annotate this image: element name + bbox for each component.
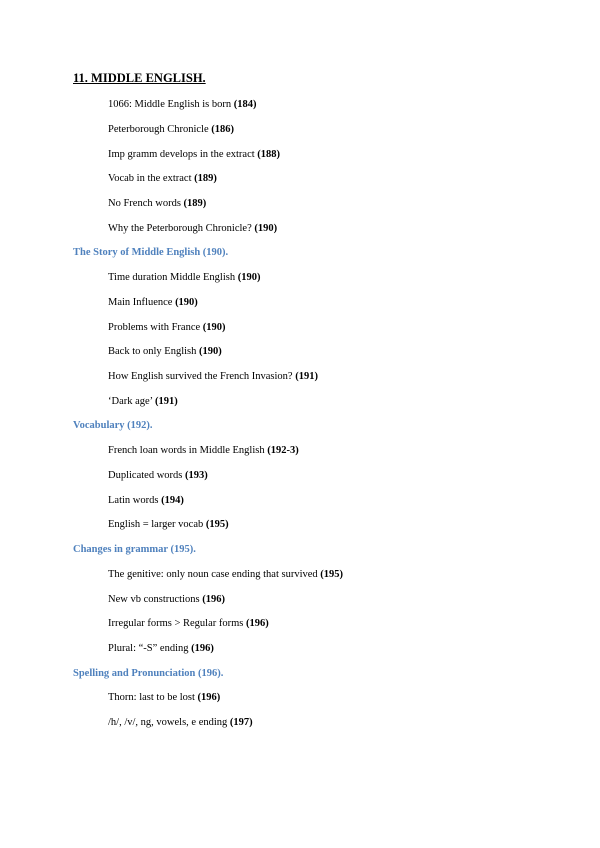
subsection-heading: Spelling and Pronunciation (196). xyxy=(73,668,224,679)
list-item xyxy=(108,148,280,162)
item-text: Vocab in the extract xyxy=(108,173,192,184)
item-text: Plural: “-S” ending xyxy=(108,643,189,654)
section-title: 11. MIDDLE ENGLISH. xyxy=(73,71,206,85)
page-ref: (194) xyxy=(161,495,184,506)
list-item xyxy=(108,98,256,112)
item-text: No French words xyxy=(108,198,181,209)
item-text: Irregular forms > Regular forms xyxy=(108,618,244,629)
list-item xyxy=(108,271,260,285)
list-item xyxy=(108,642,214,656)
item-text: Main Influence xyxy=(108,297,173,308)
list-item xyxy=(108,197,206,211)
subsection-heading: The Story of Middle English (190). xyxy=(73,247,229,258)
list-item xyxy=(108,370,318,384)
item-text: Time duration Middle English xyxy=(108,272,236,283)
page-ref: (197) xyxy=(229,717,253,728)
page-ref: (189) xyxy=(194,173,217,184)
item-text: Thorn: last to be lost xyxy=(108,692,195,703)
item-text: Latin words xyxy=(108,495,159,506)
list-item xyxy=(108,395,178,409)
page-ref: (193) xyxy=(184,470,208,481)
page-ref: (196) xyxy=(202,594,225,605)
list-item xyxy=(108,691,220,705)
page-ref: (191) xyxy=(295,371,318,382)
item-text: Duplicated words xyxy=(108,470,183,481)
item-text: French loan words in Middle English xyxy=(108,445,265,456)
list-item xyxy=(108,716,253,730)
subsection-heading: Vocabulary (192). xyxy=(73,420,153,431)
page-ref: (190) xyxy=(175,297,198,308)
page-ref: (190) xyxy=(254,223,278,234)
list-item xyxy=(108,444,299,458)
item-text: 1066: Middle English is born xyxy=(108,99,232,110)
page-ref: (192-3) xyxy=(267,445,299,456)
list-item xyxy=(108,494,184,508)
item-text: Problems with France xyxy=(108,322,201,333)
list-item xyxy=(108,123,234,137)
item-text: ‘Dark age’ xyxy=(108,396,153,407)
list-item xyxy=(108,593,225,607)
page-ref: (196) xyxy=(197,692,221,703)
list-item xyxy=(108,345,222,359)
list-item xyxy=(108,296,198,310)
page-ref: (184) xyxy=(233,99,257,110)
page-ref: (186) xyxy=(211,124,234,135)
list-item xyxy=(108,469,208,483)
list-item xyxy=(108,172,217,186)
page-ref: (190) xyxy=(202,322,226,333)
page-ref: (195) xyxy=(205,519,229,530)
item-text: The genitive: only noun case ending that survived xyxy=(108,569,318,580)
item-text: /h/, /v/, ng, vowels, e ending xyxy=(108,717,228,728)
item-text: New vb constructions xyxy=(108,594,200,605)
page-ref: (195) xyxy=(320,569,344,580)
item-text: English = larger vocab xyxy=(108,519,204,530)
page-ref: (196) xyxy=(191,643,214,654)
list-item xyxy=(108,321,226,335)
list-item xyxy=(108,568,343,582)
list-item xyxy=(108,617,269,631)
page-ref: (190) xyxy=(237,272,261,283)
list-item xyxy=(108,222,277,236)
page-ref: (190) xyxy=(199,346,222,357)
page-ref: (191) xyxy=(155,396,178,407)
page-ref: (189) xyxy=(183,198,207,209)
list-item xyxy=(108,518,229,532)
page-ref: (188) xyxy=(257,149,281,160)
item-text: Back to only English xyxy=(108,346,197,357)
item-text: Imp gramm develops in the extract xyxy=(108,149,255,160)
page-ref: (196) xyxy=(246,618,269,629)
item-text: Peterborough Chronicle xyxy=(108,124,209,135)
item-text: Why the Peterborough Chronicle? xyxy=(108,223,252,234)
subsection-heading: Changes in grammar (195). xyxy=(73,544,196,555)
item-text: How English survived the French Invasion? xyxy=(108,371,293,382)
